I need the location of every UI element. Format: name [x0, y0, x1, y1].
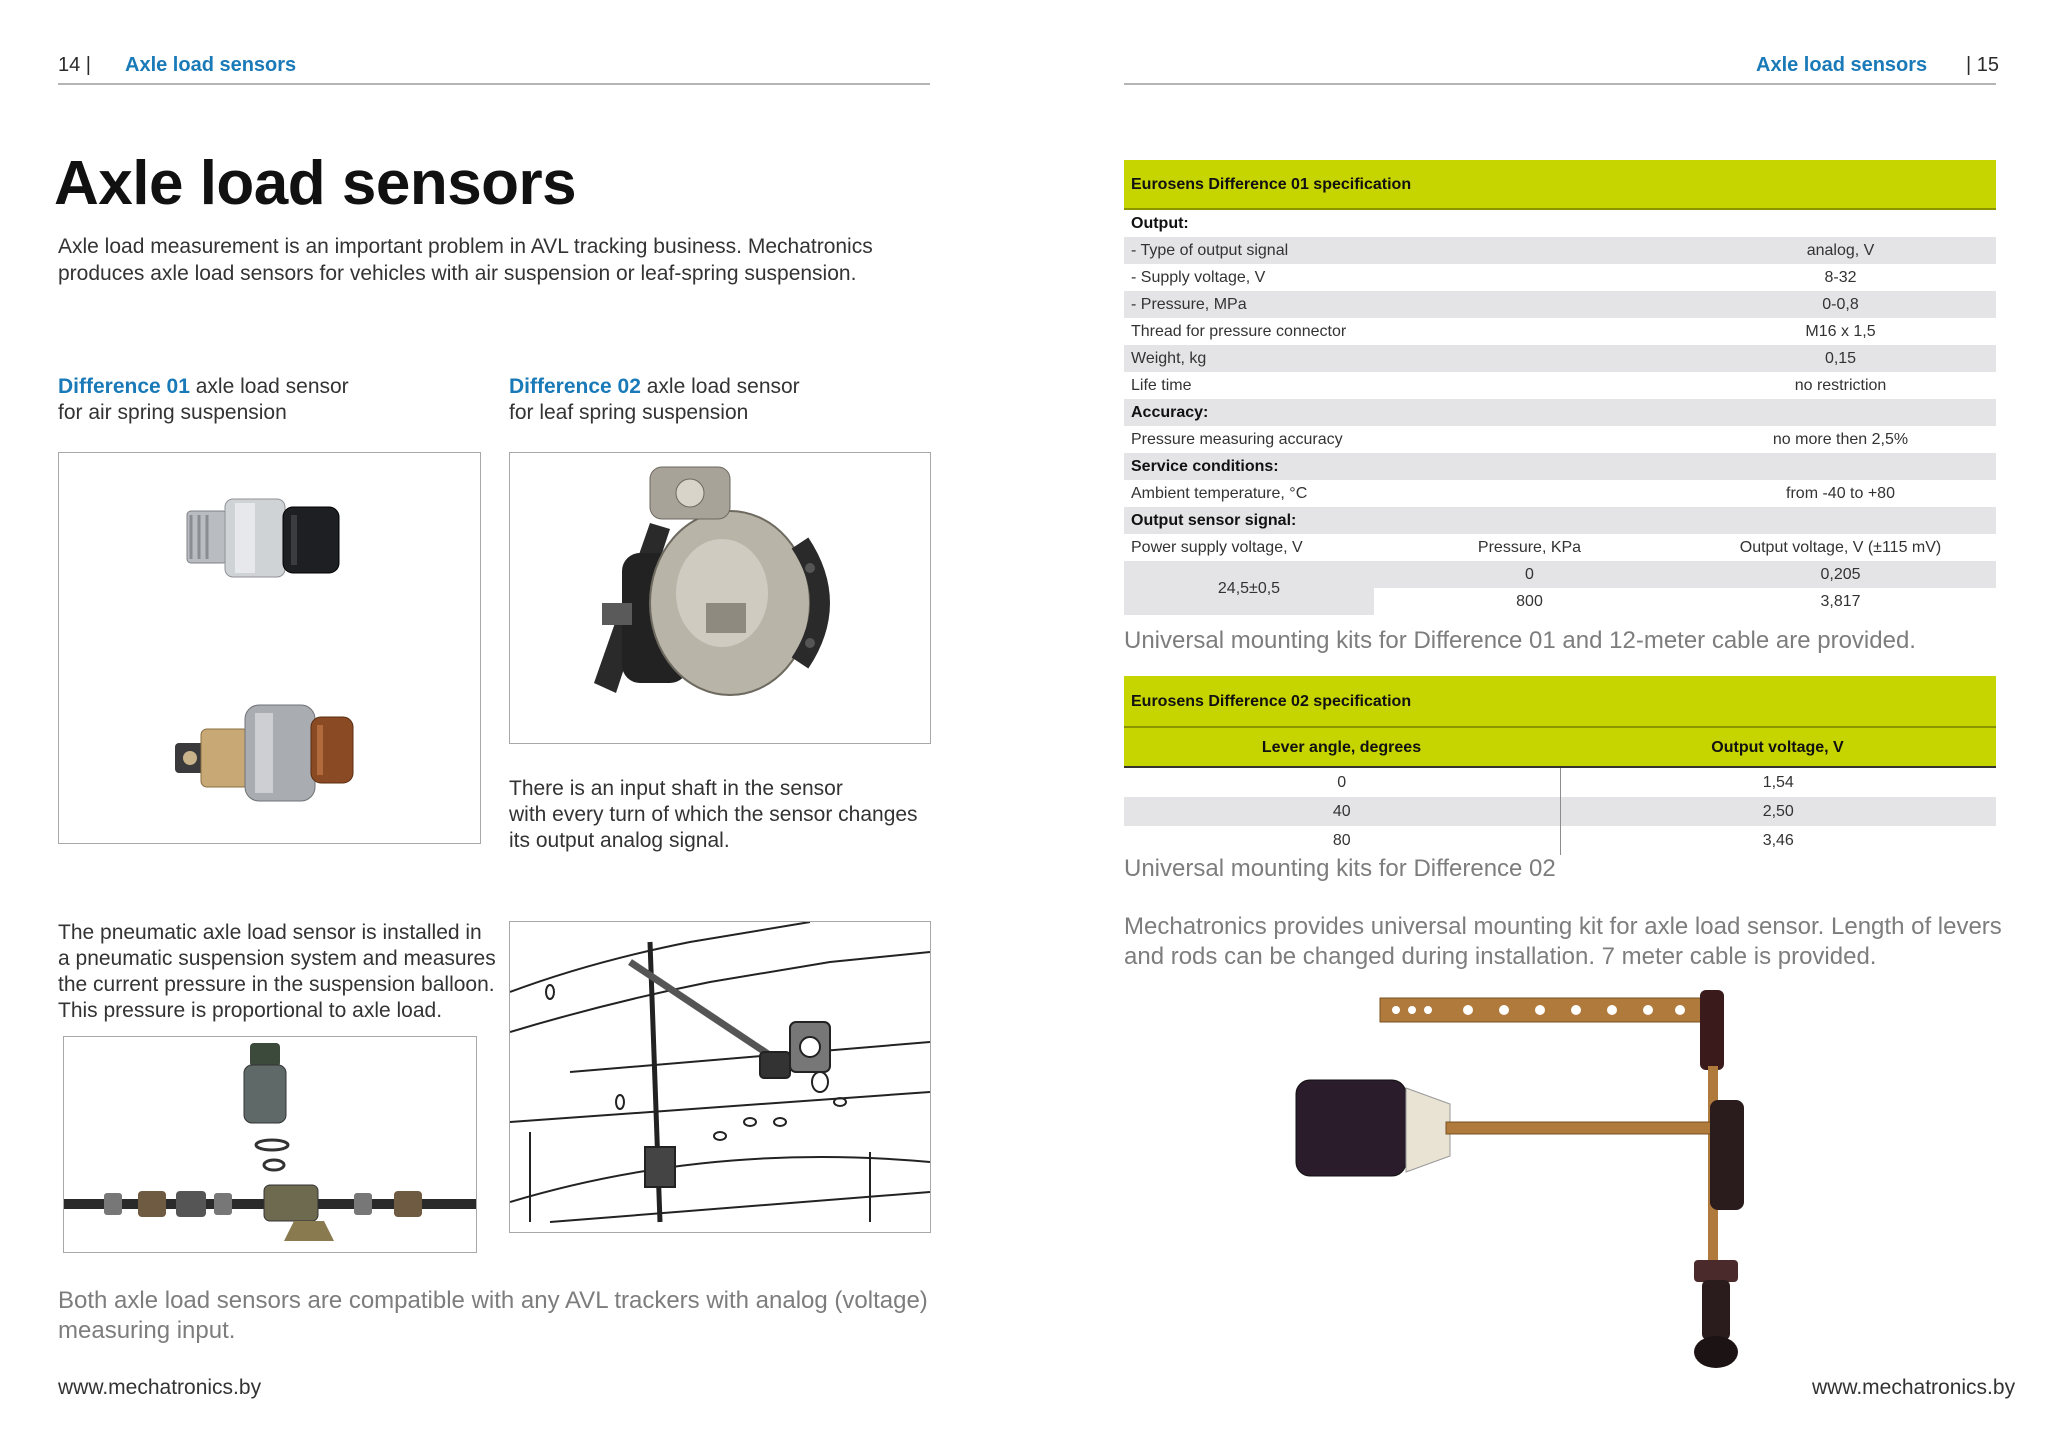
intro-line: Axle load measurement is an important problem in AVL tracking business. Mechatronics: [58, 235, 873, 258]
diff02-product-image: [509, 452, 931, 744]
spec-row-value: 0,15: [1685, 345, 1996, 372]
pneumatic-assembly-image: [64, 1043, 476, 1241]
signal-voltage-value: 0,205: [1685, 561, 1996, 588]
spec-row-label: Ambient temperature, °C: [1131, 485, 1308, 502]
lever-angle-value: 80: [1124, 826, 1560, 855]
spec-table-difference-01: [1124, 160, 1996, 615]
spec-row-label: - Pressure, MPa: [1124, 291, 1685, 318]
mounting-kit-description: [1124, 912, 2004, 972]
spec-row-label: Weight, kg: [1124, 345, 1685, 372]
text-line: with every turn of which the sensor changes: [509, 803, 918, 826]
lever-angle-value: 40: [1124, 797, 1560, 826]
intro-paragraph: [58, 233, 938, 287]
spec-row-value: from -40 to +80: [1786, 485, 1895, 502]
page-title: Axle load sensors: [54, 149, 577, 218]
spec-row-label: - Supply voltage, V: [1131, 269, 1266, 286]
pneumatic-installation-image: [63, 1036, 477, 1253]
spec-row-value: M16 x 1,5: [1805, 323, 1876, 340]
signal-voltage-value: 3,817: [1685, 588, 1996, 615]
diff01-rest: axle load sensor: [189, 375, 349, 398]
mounting-drawing-image: [509, 921, 931, 1233]
spec02-title: Eurosens Difference 02 specification: [1124, 676, 1996, 727]
signal-col-voltage: Output voltage, V (±115 mV): [1739, 539, 1942, 556]
diff02-subtitle: for leaf spring suspension: [509, 401, 749, 424]
text-line: There is an input shaft in the sensor: [509, 777, 843, 800]
signal-pressure-value: 0: [1374, 561, 1685, 588]
text-line: a pneumatic suspension system and measures: [58, 947, 496, 970]
text-line: The pneumatic axle load sensor is installed in: [58, 921, 482, 944]
output-voltage-value: 2,50: [1560, 797, 1996, 826]
spec-row-value: analog, V: [1685, 237, 1996, 264]
text-line: Both axle load sensors are compatible with any AVL trackers with analog (voltage): [58, 1287, 928, 1314]
left-header-rule: [58, 83, 930, 85]
diff01-name: Difference 01: [58, 375, 190, 398]
left-page-number: 14 |: [58, 54, 91, 76]
spec-table-difference-02: [1124, 676, 1996, 855]
spec01-section-signal: Output sensor signal:: [1124, 507, 1996, 534]
diff01-subtitle: for air spring suspension: [58, 401, 287, 424]
pressure-sensor-image: [187, 499, 339, 577]
spec-row-label: Pressure measuring accuracy: [1131, 431, 1343, 448]
spec-row-value: 8-32: [1824, 269, 1857, 286]
output-voltage-value: 1,54: [1762, 774, 1794, 791]
shaft-description: [509, 776, 939, 854]
signal-supply-value: 24,5±0,5: [1124, 561, 1374, 615]
signal-col-pressure: Pressure, KPa: [1477, 539, 1582, 556]
diff02-heading: [509, 374, 800, 426]
text-line: measuring input.: [58, 1317, 236, 1344]
right-page-number: | 15: [1966, 54, 1999, 76]
text-line: Mechatronics provides universal mounting kit for axle load sensor. Length of levers: [1124, 913, 2002, 940]
spec01-section-accuracy: Accuracy:: [1124, 399, 1996, 426]
kits02-note: Universal mounting kits for Difference 02: [1124, 855, 1556, 882]
signal-col-supply: Power supply voltage, V: [1131, 539, 1303, 556]
spec-row-value: no restriction: [1794, 377, 1887, 394]
right-header-rule: [1124, 83, 1996, 85]
spec01-section-output: Output:: [1131, 215, 1189, 232]
right-footer-url: www.mechatronics.by: [1812, 1376, 2016, 1399]
text-line: This pressure is proportional to axle load.: [58, 999, 443, 1022]
mounting-kit-image: [1290, 970, 1810, 1370]
text-line: its output analog signal.: [509, 829, 730, 852]
left-footer-url: www.mechatronics.by: [58, 1376, 262, 1399]
spec-row-value: 0-0,8: [1685, 291, 1996, 318]
diff02-name: Difference 02: [509, 375, 641, 398]
left-header-title: Axle load sensors: [125, 54, 297, 76]
spec02-col-voltage: Output voltage, V: [1560, 727, 1996, 767]
spec-row-label: Thread for pressure connector: [1131, 323, 1347, 340]
diff01-product-image: [58, 452, 481, 844]
text-line: the current pressure in the suspension balloon.: [58, 973, 495, 996]
mounting-kit-illustration: [1296, 990, 1744, 1368]
lever-angle-value: 0: [1124, 767, 1560, 797]
spec-row-value: no more then 2,5%: [1772, 431, 1909, 448]
output-voltage-value: 3,46: [1762, 832, 1794, 849]
intro-line: produces axle load sensors for vehicles with air suspension or leaf-spring suspension.: [58, 262, 857, 285]
spec02-col-angle: Lever angle, degrees: [1124, 727, 1560, 767]
text-line: and rods can be changed during installation. 7 meter cable is provided.: [1124, 943, 1877, 970]
spec-row-label: Life time: [1131, 377, 1192, 394]
lever-sensor-image: [594, 467, 820, 695]
diff01-heading: [58, 374, 349, 426]
spec-row-label: - Type of output signal: [1124, 237, 1685, 264]
right-header-title: Axle load sensors: [1756, 54, 1928, 76]
compatibility-note: [58, 1286, 958, 1346]
kits01-note: Universal mounting kits for Difference 01 and 12-meter cable are provided.: [1124, 627, 1916, 654]
pressure-sensor-image: [175, 705, 353, 801]
pneumatic-description: [58, 920, 498, 1024]
mounting-line-drawing: [510, 922, 930, 1222]
signal-pressure-value: 800: [1374, 588, 1685, 615]
spec01-title: Eurosens Difference 01 specification: [1124, 160, 1996, 209]
spec01-section-service: Service conditions:: [1124, 453, 1996, 480]
diff02-rest: axle load sensor: [640, 375, 800, 398]
